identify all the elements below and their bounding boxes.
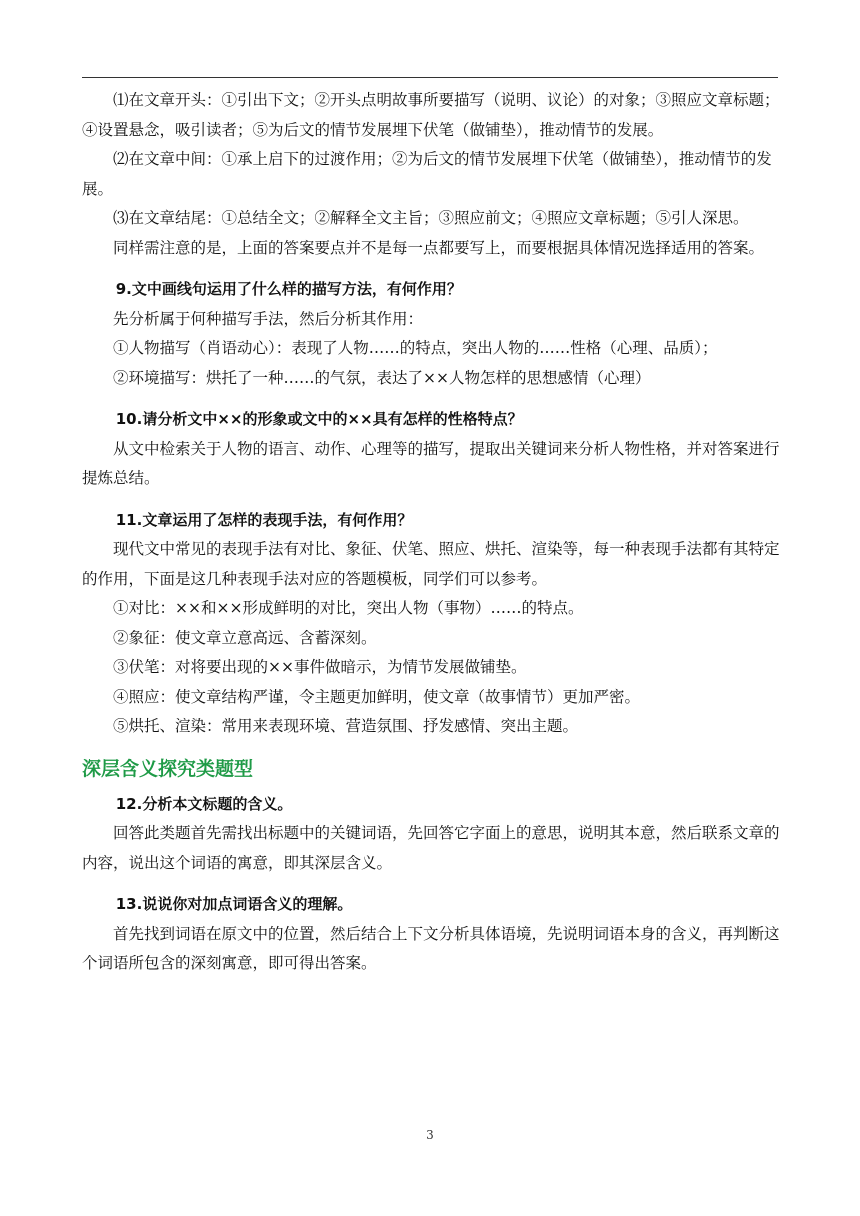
header-rule bbox=[82, 77, 778, 78]
page-number: 3 bbox=[426, 1128, 434, 1142]
question-11-line: ③伏笔：对将要出现的××事件做暗示，为情节发展做铺垫。 bbox=[113, 658, 527, 676]
question-9-line: ①人物描写（肖语动心）：表现了人物……的特点，突出人物的……性格（心理、品质）； bbox=[113, 339, 718, 357]
question-9-title: 9.文中画线句运用了什么样的描写方法，有何作用？ bbox=[115, 280, 462, 298]
page-content bbox=[82, 86, 782, 979]
question-12-title: 12.分析本文标题的含义。 bbox=[115, 794, 293, 813]
paragraph-note: 同样需注意的是，上面的答案要点并不是每一点都要写上，而要根据具体情况选择适用的答案。 bbox=[113, 238, 765, 257]
question-11-line: 现代文中常见的表现手法有对比、象征、伏笔、照应、烘托、渲染等，每一种表现手法都有其特定的作用，下面是这几种表现手法对应的答题模板，同学们可以参考。 bbox=[82, 540, 780, 588]
question-13-title: 13.说说你对加点词语含义的理解。 bbox=[115, 895, 353, 913]
question-9-line: ②环境描写：烘托了一种……的气氛，表达了××人物怎样的思想感情（心理） bbox=[113, 368, 651, 387]
question-11-line: ①对比：××和××形成鲜明的对比，突出人物（事物）……的特点。 bbox=[113, 599, 584, 617]
paragraph-beginning: ⑴在文章开头：①引出下文；②开头点明故事所要描写（说明、议论）的对象；③照应文章标题；④设置悬念，吸引读者；⑤为后文的情节发展埋下伏笔（做铺垫），推动情节的发展。 bbox=[82, 91, 780, 139]
question-11-line: ⑤烘托、渲染：常用来表现环境、营造氛围、抒发感情、突出主题。 bbox=[113, 717, 579, 735]
paragraph-middle: ⑵在文章中间：①承上启下的过渡作用；②为后文的情节发展埋下伏笔（做铺垫），推动情节的发展。 bbox=[82, 150, 772, 198]
question-13-line: 首先找到词语在原文中的位置，然后结合上下文分析具体语境，先说明词语本身的含义，再判断这个词语所包含的深刻寓意，即可得出答案。 bbox=[82, 924, 780, 972]
question-11-title: 11.文章运用了怎样的表现手法，有何作用？ bbox=[115, 510, 413, 529]
question-12-line: 回答此类题首先需找出标题中的关键词语，先回答它字面上的意思，说明其本意，然后联系文章的内容，说出这个词语的寓意，即其深层含义。 bbox=[82, 824, 780, 872]
question-11-line: ②象征：使文章立意高远、含蓄深刻。 bbox=[113, 628, 377, 647]
question-10-title: 10.请分析文中××的形象或文中的××具有怎样的性格特点？ bbox=[115, 410, 523, 428]
section-heading: 深层含义探究类题型 bbox=[82, 757, 254, 780]
question-9-line: 先分析属于何种描写手法，然后分析其作用： bbox=[113, 309, 424, 328]
question-11-line: ④照应：使文章结构严谨，令主题更加鲜明，使文章（故事情节）更加严密。 bbox=[113, 687, 641, 706]
question-10-line: 从文中检索关于人物的语言、动作、心理等的描写，提取出关键词来分析人物性格，并对答案进行提炼总结。 bbox=[82, 439, 780, 487]
paragraph-ending: ⑶在文章结尾：①总结全文；②解释全文主旨；③照应前文；④照应文章标题；⑤引人深思。 bbox=[113, 209, 749, 227]
